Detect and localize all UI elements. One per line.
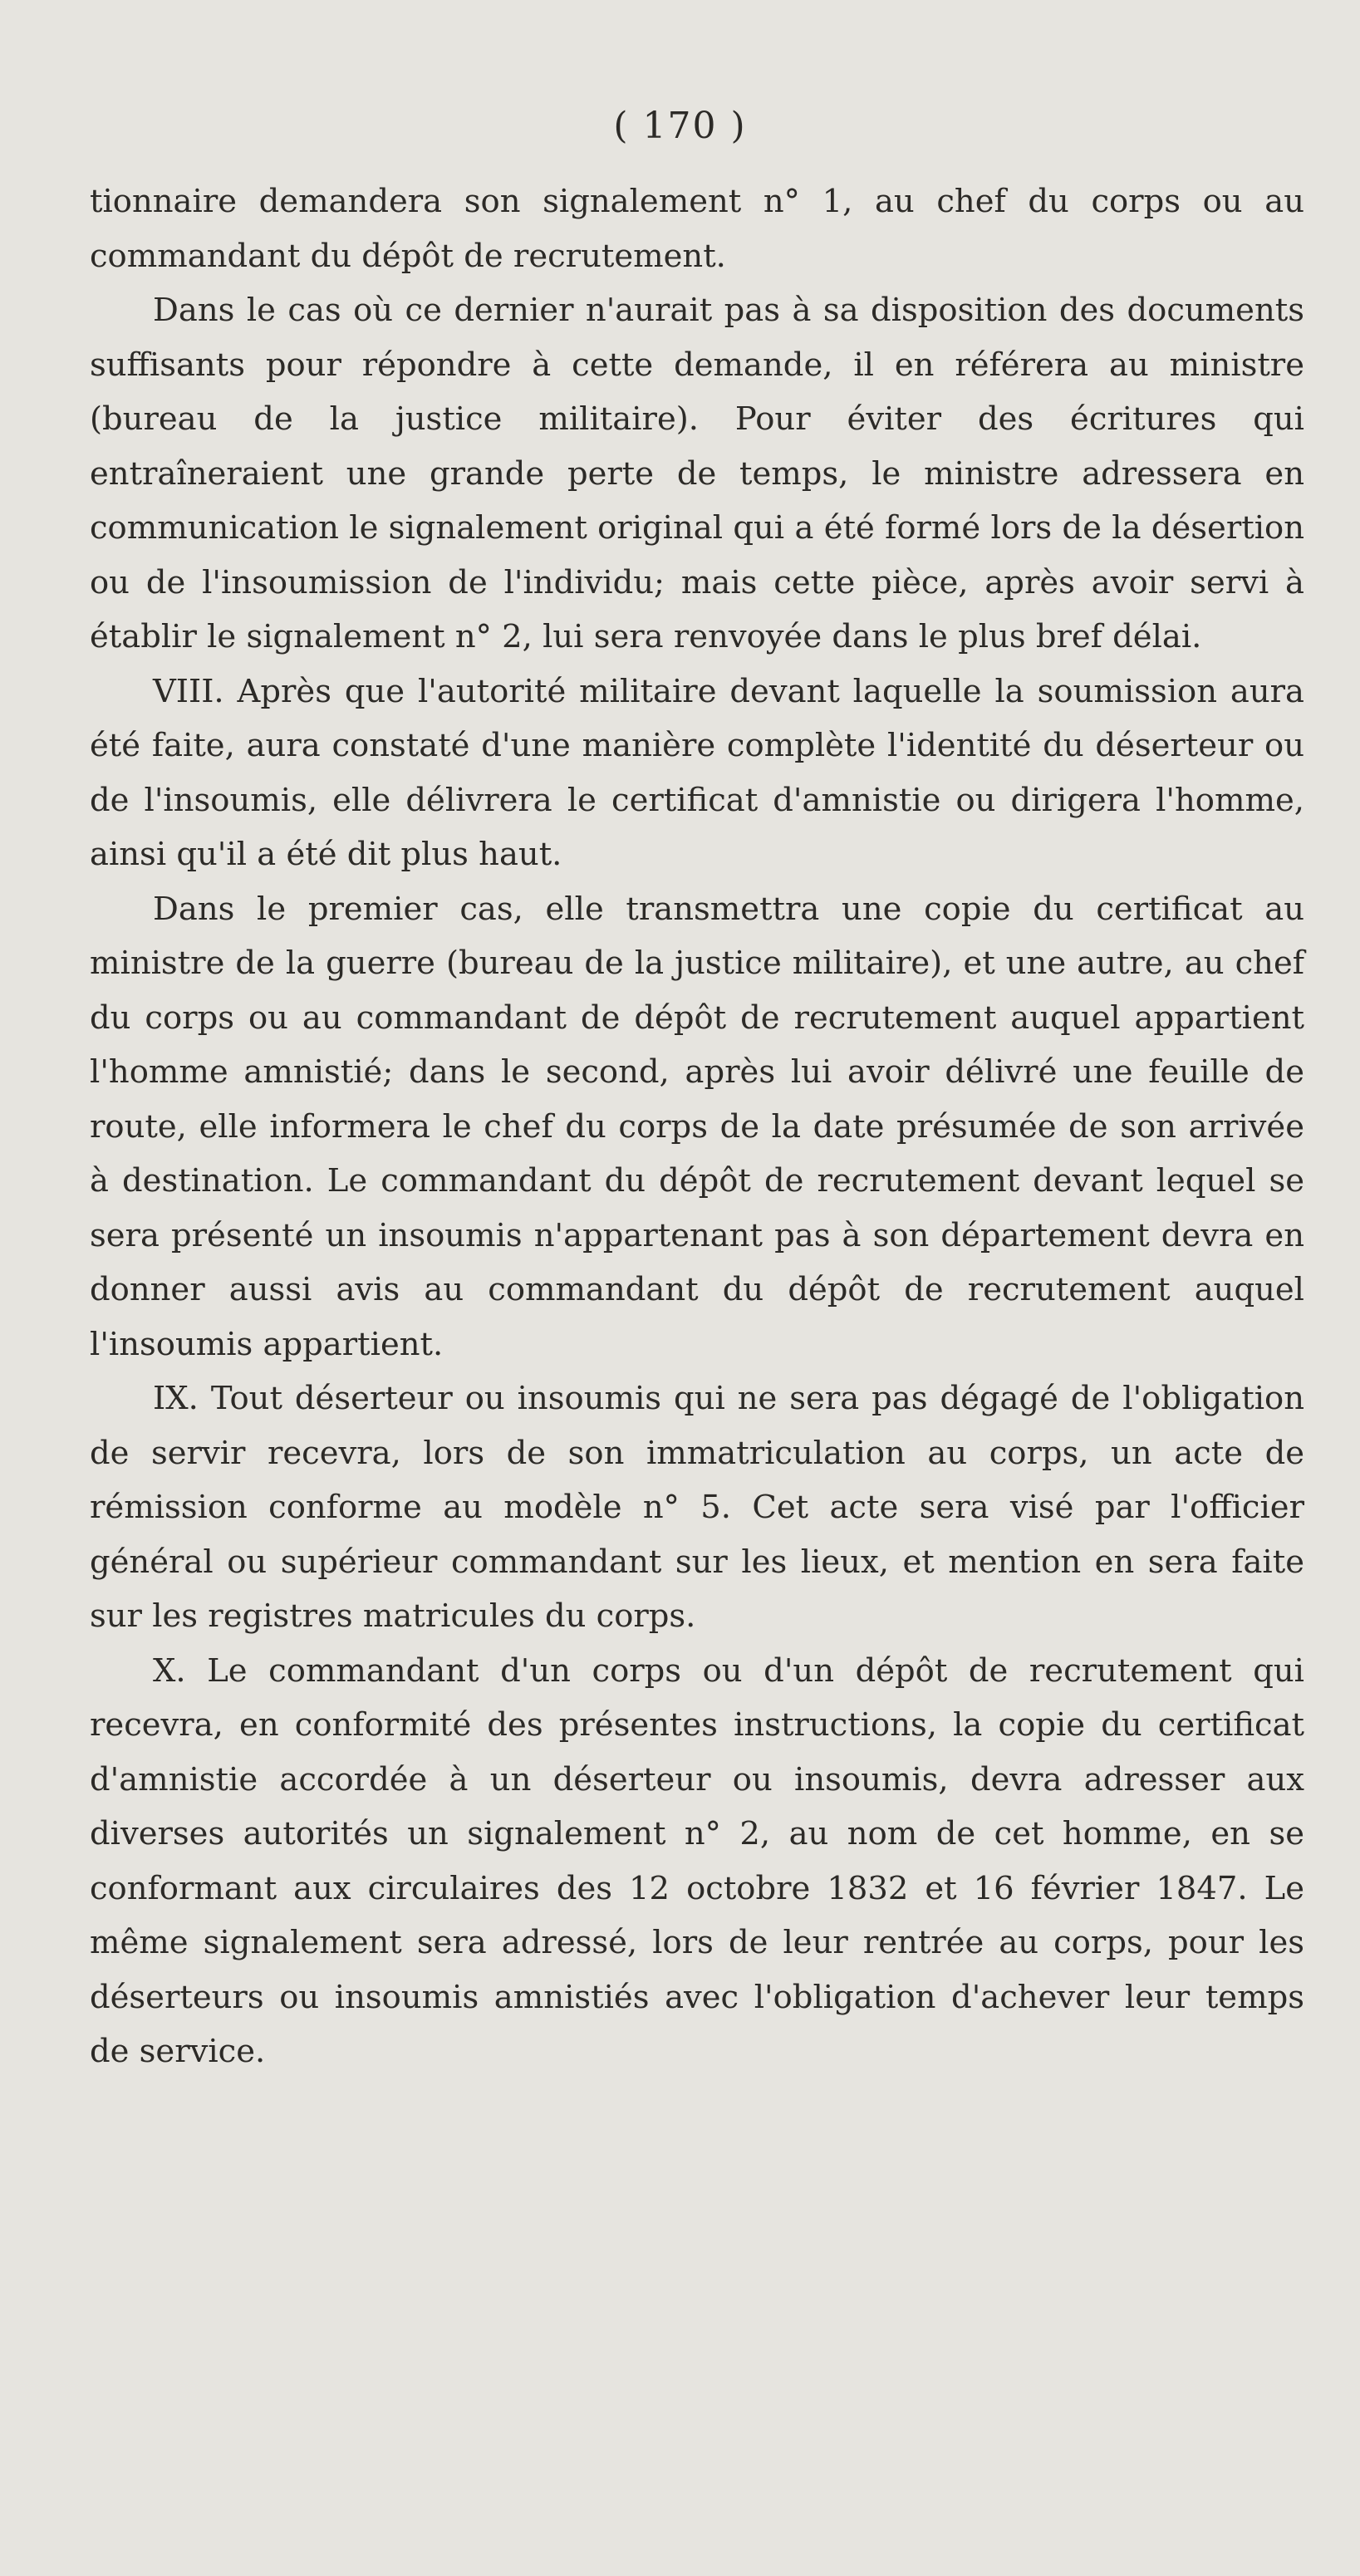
page-number: ( 170 ) xyxy=(613,105,747,147)
paragraph-article-x: X. Le commandant d'un corps ou d'un dépôt de recrutement qui recevra, en conformité des présentes instructions, la copie du certificat d'amnistie accordée à un déserteur ou insoumis, devra adresser aux diverses autorités un signalement n° 2, au nom de cet homme, en se conformant aux circulaires des 12 octobre 1832 et 16 février 1847. Le même signalement sera adressé, lors de leur rentrée au corps, pour les déserteurs ou insoumis amnistiés avec l'obligation d'achever leur temps de service. xyxy=(90,1651,1304,2070)
paragraph: Dans le premier cas, elle transmettra une copie du certificat au ministre de la guerre (bureau de la justice militaire), et une autre, au chef du corps ou au commandant de dépôt de recrutement auquel appartient l'homme amnistié; dans le second, après lui avoir délivré une feuille de route, elle informera le chef du corps de la date présumée de son arrivée à destination. Le commandant du dépôt de recrutement devant lequel se sera présenté un insoumis n'appartenant pas à son département devra en donner aussi avis au commandant du dépôt de recrutement auquel l'insoumis appartient. xyxy=(90,890,1304,1363)
paragraph-article-ix: IX. Tout déserteur ou insoumis qui ne sera pas dégagé de l'obligation de servir recevra, lors de son immatriculation au corps, un acte de rémission conforme au modèle n° 5. Cet acte sera visé par l'officier général ou supérieur commandant sur les lieux, et mention en sera faite sur les registres matricules du corps. xyxy=(90,1380,1304,1635)
paragraph-continuation: tionnaire demandera son signalement n° 1, au chef du corps ou au commandant du dépôt de recrutement. xyxy=(90,183,1304,275)
body-text xyxy=(90,174,1304,2079)
paragraph: Dans le cas où ce dernier n'aurait pas à sa disposition des documents suffisants pour répondre à cette demande, il en référera au ministre (bureau de la justice militaire). Pour éviter des écritures qui entraîneraient une grande perte de temps, le ministre adressera en communication le signalement original qui a été formé lors de la désertion ou de l'insoumission de l'individu; mais cette pièce, après avoir servi à établir le signalement n° 2, lui sera renvoyée dans le plus bref délai. xyxy=(90,292,1304,655)
paragraph-article-viii: VIII. Après que l'autorité militaire devant laquelle la soumission aura été faite, aura constaté d'une manière complète l'identité du déserteur ou de l'insoumis, elle délivrera le certificat d'amnistie ou dirigera l'homme, ainsi qu'il a été dit plus haut. xyxy=(90,672,1304,873)
